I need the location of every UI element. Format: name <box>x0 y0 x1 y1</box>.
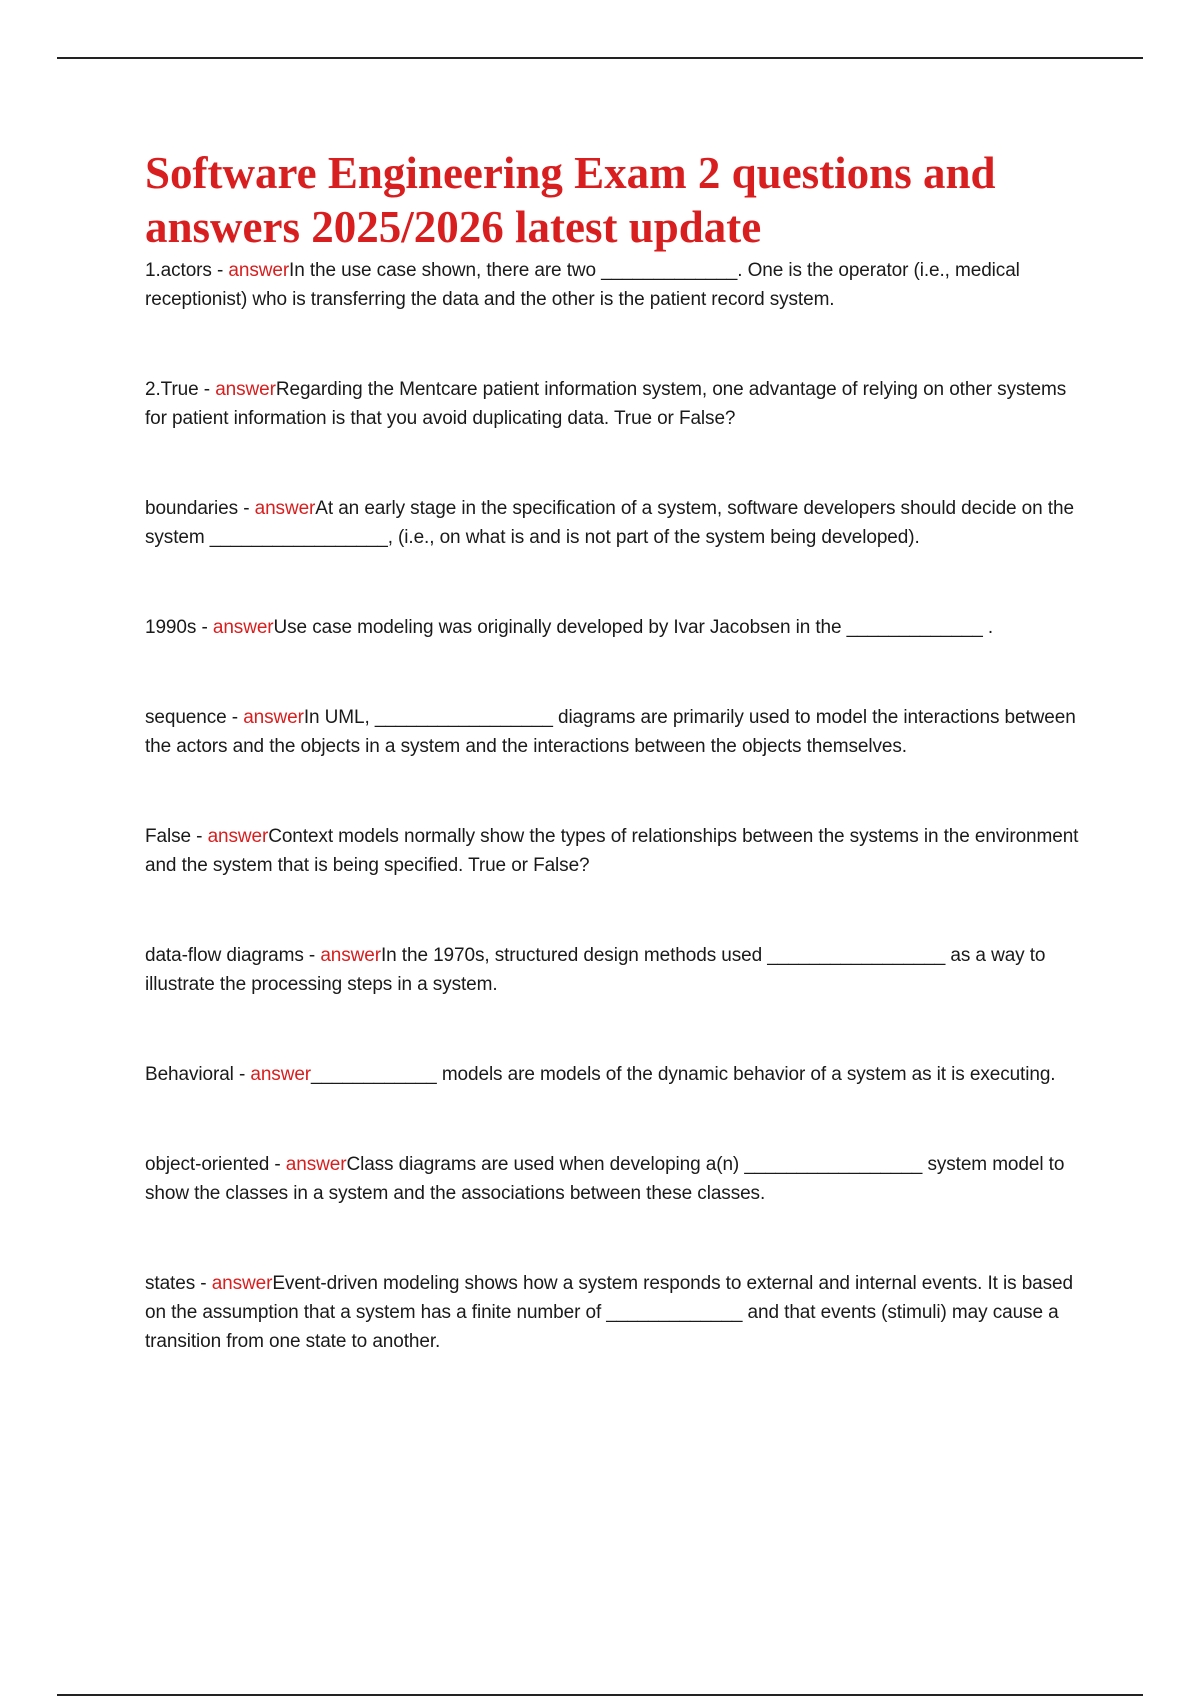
answer-keyword: answer <box>228 260 290 281</box>
qa-term: 1.actors <box>145 260 212 281</box>
qa-term: states <box>145 1273 196 1294</box>
qa-term: 1990s <box>145 617 197 638</box>
qa-term: boundaries <box>145 498 239 519</box>
qa-item <box>145 375 1090 433</box>
qa-item <box>145 822 1090 880</box>
qa-separator: - <box>195 1273 212 1294</box>
answer-keyword: answer <box>215 379 276 400</box>
qa-item <box>145 941 1090 999</box>
answer-keyword: answer <box>285 1154 347 1175</box>
qa-question: At an early stage in the specification of a system, software developers should decide on the system _________________, (i.e., on what is and is not part of the system being developed). <box>145 498 1074 548</box>
document-title: Software Engineering Exam 2 questions and answers 2025/2026 latest update <box>145 148 996 252</box>
qa-separator: - <box>196 617 213 638</box>
answer-keyword: answer <box>254 498 316 519</box>
qa-separator: - <box>226 707 244 728</box>
qa-item <box>145 1060 1090 1089</box>
qa-term: sequence <box>145 707 227 728</box>
qa-separator: - <box>211 260 229 281</box>
answer-keyword: answer <box>243 707 304 728</box>
qa-term: False <box>145 826 191 847</box>
answer-keyword: answer <box>212 617 274 638</box>
qa-term: object-oriented <box>145 1154 270 1175</box>
bottom-rule <box>57 1694 1143 1696</box>
qa-question: Context models normally show the types of relationships between the systems in the environment and the system that is being specified. True or False? <box>145 826 1079 876</box>
answer-keyword: answer <box>320 945 381 966</box>
qa-list <box>145 256 1090 1356</box>
qa-question: In the use case shown, there are two _____________. One is the operator (i.e., medical receptionist) who is transferring the data and the other is the patient record system. <box>145 260 1020 310</box>
qa-term: data-flow diagrams <box>145 945 304 966</box>
qa-item <box>145 1269 1090 1356</box>
qa-question: Use case modeling was originally developed by Ivar Jacobsen in the _____________ . <box>273 617 994 638</box>
qa-separator: - <box>269 1154 286 1175</box>
answer-keyword: answer <box>250 1064 312 1085</box>
document-body <box>145 146 1090 1417</box>
qa-term: 2.True <box>145 379 199 400</box>
qa-separator: - <box>238 498 255 519</box>
qa-item <box>145 256 1090 314</box>
qa-item <box>145 613 1090 642</box>
qa-question: In the 1970s, structured design methods used _________________ as a way to illustrate the processing steps in a system. <box>145 945 1046 995</box>
qa-question: Event-driven modeling shows how a system responds to external and internal events. It is based on the assumption that a system has a finite number of _____________ and that events (stimuli) may cause a transition from one state to another. <box>145 1273 1073 1352</box>
answer-keyword: answer <box>211 1273 273 1294</box>
qa-separator: - <box>303 945 321 966</box>
qa-term: Behavioral <box>145 1064 234 1085</box>
qa-item <box>145 1150 1090 1208</box>
qa-separator: - <box>198 379 216 400</box>
answer-keyword: answer <box>207 826 269 847</box>
qa-separator: - <box>190 826 208 847</box>
top-rule <box>57 57 1143 59</box>
qa-question: In UML, _________________ diagrams are primarily used to model the interactions between the actors and the objects in a system and the interactions between the objects themselves. <box>145 707 1076 757</box>
qa-question: ____________ models are models of the dynamic behavior of a system as it is executing. <box>311 1064 1056 1085</box>
qa-separator: - <box>233 1064 251 1085</box>
qa-item <box>145 703 1090 761</box>
qa-item <box>145 494 1090 552</box>
qa-question: Class diagrams are used when developing a(n) _________________ system model to show the classes in a system and the associations between these classes. <box>145 1154 1065 1204</box>
qa-question: Regarding the Mentcare patient information system, one advantage of relying on other systems for patient information is that you avoid duplicating data. True or False? <box>145 379 1067 429</box>
